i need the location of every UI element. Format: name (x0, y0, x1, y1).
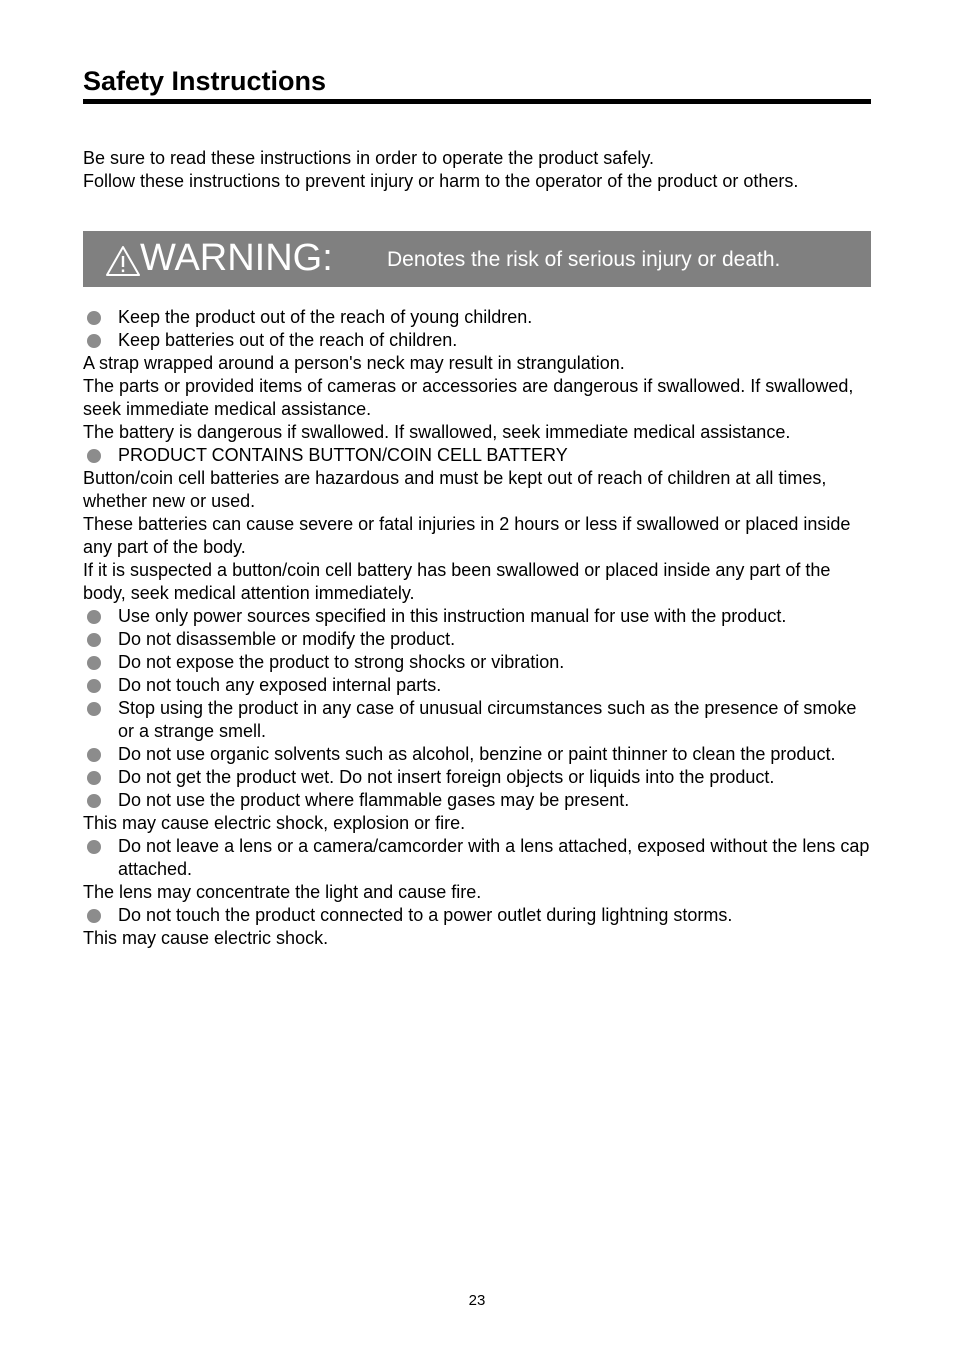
note-text (83, 559, 873, 605)
safety-items-list (83, 306, 873, 950)
bullet-dot-icon (87, 794, 101, 808)
warning-description: Denotes the risk of serious injury or death. (387, 248, 781, 271)
item-text: Do not get the product wet. Do not insert foreign objects or liquids into the product. (118, 767, 775, 787)
item-text: Do not use organic solvents such as alcohol, benzine or paint thinner to clean the product. (118, 744, 836, 764)
bullet-dot-icon (87, 840, 101, 854)
warning-triangle-icon (105, 245, 141, 277)
item-text: Button/coin cell batteries are hazardous and must be kept out of reach of children at all times, whether new or used. (83, 468, 827, 511)
bullet-dot-icon (87, 702, 101, 716)
item-text: Do not expose the product to strong shocks or vibration. (118, 652, 565, 672)
item-text: Do not touch the product connected to a power outlet during lightning storms. (118, 905, 733, 925)
note-text (83, 812, 873, 835)
bullet-dot-icon (87, 771, 101, 785)
warning-banner (83, 231, 871, 287)
item-text: The battery is dangerous if swallowed. If swallowed, seek immediate medical assistance. (83, 422, 791, 442)
note-text (83, 927, 873, 950)
intro-line: Be sure to read these instructions in order to operate the product safely. (83, 148, 654, 168)
bullet-dot-icon (87, 311, 101, 325)
bullet-dot-icon (87, 334, 101, 348)
note-text (83, 352, 873, 375)
bullet-item (83, 835, 873, 881)
bullet-item (83, 697, 873, 743)
bullet-item (83, 444, 873, 467)
intro-text (83, 147, 873, 193)
bullet-item (83, 329, 873, 352)
bullet-item (83, 306, 873, 329)
intro-line: Follow these instructions to prevent injury or harm to the operator of the product or others. (83, 171, 799, 191)
warning-label: WARNING: (140, 237, 333, 279)
bullet-dot-icon (87, 748, 101, 762)
bullet-dot-icon (87, 909, 101, 923)
item-text: Keep the product out of the reach of young children. (118, 307, 533, 327)
bullet-dot-icon (87, 633, 101, 647)
item-text: Stop using the product in any case of unusual circumstances such as the presence of smoke or a strange smell. (118, 698, 857, 741)
note-text (83, 513, 873, 559)
page-title: Safety Instructions (83, 66, 327, 96)
note-text (83, 375, 873, 421)
item-text: These batteries can cause severe or fatal injuries in 2 hours or less if swallowed or placed inside any part of the body. (83, 514, 851, 557)
bullet-item (83, 904, 873, 927)
item-text: If it is suspected a button/coin cell battery has been swallowed or placed inside any part of the body, seek medical attention immediately. (83, 560, 831, 603)
note-text (83, 467, 873, 513)
bullet-dot-icon (87, 679, 101, 693)
item-text: Do not use the product where flammable gases may be present. (118, 790, 630, 810)
bullet-item (83, 605, 873, 628)
item-text: This may cause electric shock. (83, 928, 329, 948)
bullet-dot-icon (87, 449, 101, 463)
bullet-item (83, 628, 873, 651)
item-text: The parts or provided items of cameras or accessories are dangerous if swallowed. If swallowed, seek immediate medical assistance. (83, 376, 854, 419)
item-text: Do not disassemble or modify the product. (118, 629, 456, 649)
item-text: This may cause electric shock, explosion or fire. (83, 813, 466, 833)
bullet-item (83, 766, 873, 789)
bullet-item (83, 789, 873, 812)
bullet-item (83, 674, 873, 697)
note-text (83, 881, 873, 904)
item-text: Use only power sources specified in this instruction manual for use with the product. (118, 606, 787, 626)
item-text: PRODUCT CONTAINS BUTTON/COIN CELL BATTERY (118, 445, 568, 465)
note-text (83, 421, 873, 444)
item-text: The lens may concentrate the light and cause fire. (83, 882, 482, 902)
title-underline (83, 99, 871, 104)
page-number: 23 (468, 1292, 486, 1309)
bullet-item (83, 651, 873, 674)
bullet-item (83, 743, 873, 766)
item-text: Do not touch any exposed internal parts. (118, 675, 442, 695)
bullet-dot-icon (87, 656, 101, 670)
bullet-dot-icon (87, 610, 101, 624)
item-text: A strap wrapped around a person's neck may result in strangulation. (83, 353, 625, 373)
item-text: Keep batteries out of the reach of children. (118, 330, 458, 350)
item-text: Do not leave a lens or a camera/camcorder with a lens attached, exposed without the lens cap attached. (118, 836, 870, 879)
